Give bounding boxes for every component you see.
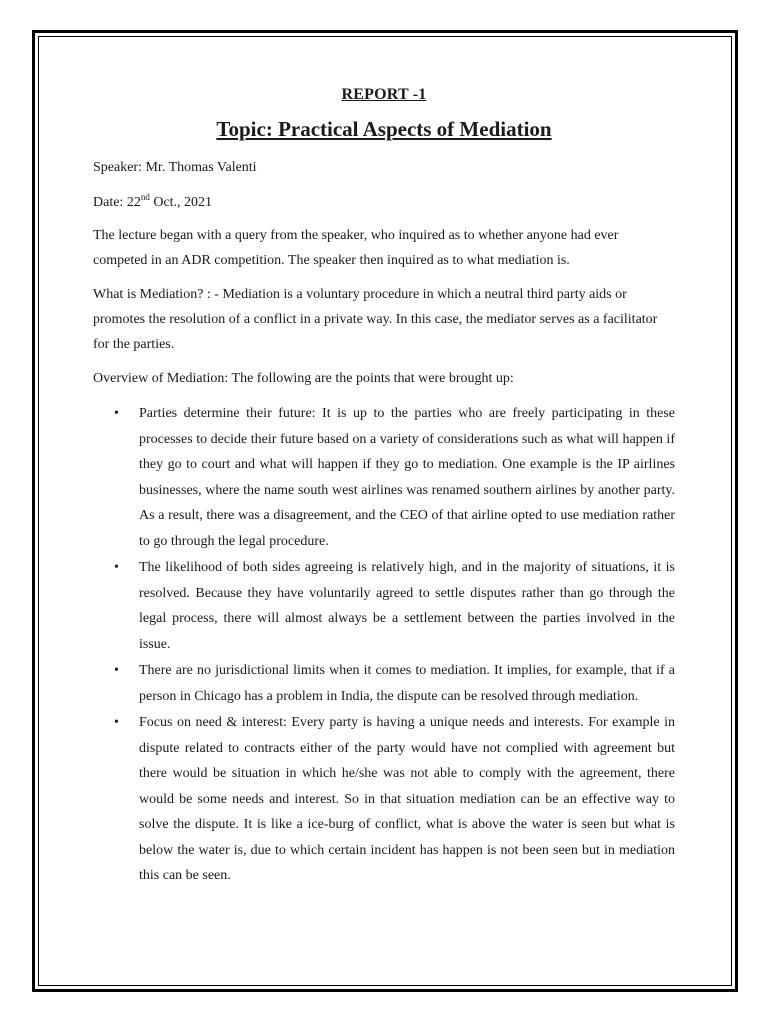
date-ordinal-suffix: nd	[140, 192, 150, 202]
report-title: REPORT -1	[341, 86, 427, 103]
date-suffix: Oct., 2021	[149, 195, 213, 210]
date-prefix: Date: 22	[93, 195, 141, 210]
list-item	[93, 555, 675, 657]
bullet-icon: •	[114, 560, 119, 575]
document-body	[93, 84, 675, 890]
topic-title: Topic: Practical Aspects of Mediation	[216, 117, 552, 141]
bullet-icon: •	[114, 715, 119, 730]
intro-paragraph: The lecture began with a query from the speaker, who inquired as to whether anyone had ever competed in an ADR competition. The speaker then inquired as to what mediation is.	[93, 228, 619, 268]
list-item-text: There are no jurisdictional limits when it comes to mediation. It implies, for example, that if a person in Chicago has a problem in India, the dispute can be resolved through mediation.	[139, 663, 675, 704]
list-item-text: The likelihood of both sides agreeing is relatively high, and in the majority of situations, it is resolved. Because they have voluntarily agreed to settle disputes rather than go through the legal process, there will almost always be a settlement between the parties involved in the issue.	[139, 560, 675, 652]
overview-points-list	[93, 401, 675, 889]
overview-heading: Overview of Mediation: The following are the points that were brought up:	[93, 371, 514, 386]
list-item-text: Parties determine their future: It is up to the parties who are freely participating in these processes to decide their future based on a variety of considerations such as what will happen if they go to court and what will happen if they go to mediation. One example is the IP airlines businesses, where the name south west airlines was renamed southern airlines by another party. As a result, there was a disagreement, and the CEO of that airline opted to use mediation rather to go through the legal procedure.	[139, 406, 675, 549]
bullet-icon: •	[114, 406, 119, 421]
speaker-line: Speaker: Mr. Thomas Valenti	[93, 160, 257, 175]
list-item	[93, 658, 675, 709]
bullet-icon: •	[114, 663, 119, 678]
list-item-text: Focus on need & interest: Every party is having a unique needs and interests. For example in dispute related to contracts either of the party would have not complied with agreement but there would be situation in which he/she was not able to comply with the agreement, there would be some needs and interest. So in that situation mediation can be an effective way to solve the dispute. It is like a ice-burg of conflict, what is above the water is seen but what is below the water is, due to which certain incident has happen is not been seen but in mediation this can be seen.	[139, 715, 675, 883]
list-item	[93, 710, 675, 889]
date-line	[93, 193, 675, 213]
list-item	[93, 401, 675, 554]
what-is-mediation-paragraph: What is Mediation? : - Mediation is a voluntary procedure in which a neutral third party aids or promotes the resolution of a conflict in a private way. In this case, the mediator serves as a facilitator for the parties.	[93, 287, 658, 352]
